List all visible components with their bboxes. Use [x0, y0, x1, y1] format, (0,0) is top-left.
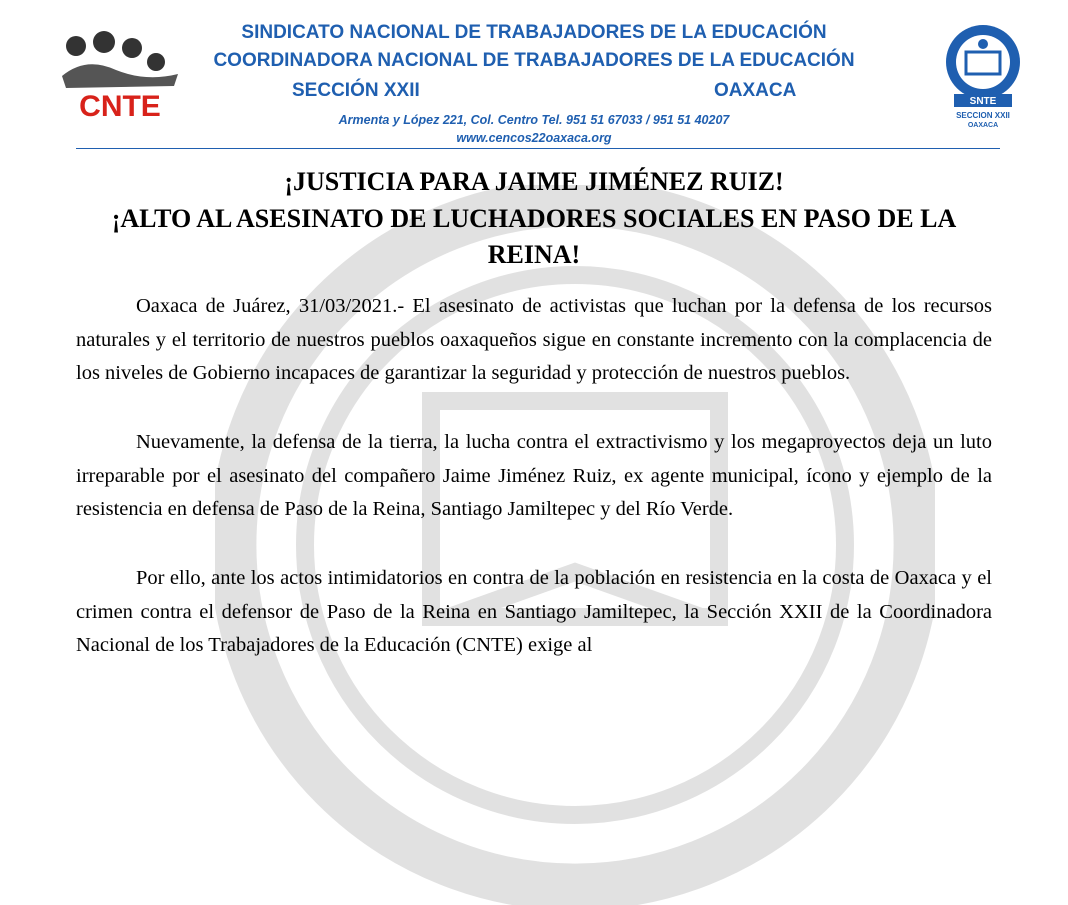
document-title-line-2: ¡ALTO AL ASESINATO DE LUCHADORES SOCIALES EN PASO DE LA REINA! — [111, 204, 957, 269]
header-divider — [76, 148, 1000, 149]
letterhead — [0, 0, 1068, 150]
header-coordinadora-name: COORDINADORA NACIONAL DE TRABAJADORES DE LA EDUCACIÓN — [213, 50, 855, 71]
body-paragraph-3: Por ello, ante los actos intimidatorios en contra de la población en resistencia en la costa de Oaxaca y el crimen contra el defensor de Paso de la Reina en Santiago Jamiltepec, la Sección XXII de la Coordinadora Nacional de los Trabajadores de la Educación (CNTE) exige al — [76, 567, 992, 656]
body-paragraph-2: Nuevamente, la defensa de la tierra, la lucha contra el extractivismo y los megaproyectos deja un luto irreparable por el asesinato del compañero Jaime Jiménez Ruiz, ex agente municipal, ícono y ejemplo de la resistencia en defensa de Paso de la Reina, Santiago Jamiltepec y del Río Verde. — [76, 431, 992, 520]
snte-seal-state: OAXACA — [967, 122, 999, 129]
header-union-name: SINDICATO NACIONAL DE TRABAJADORES DE LA EDUCACIÓN — [241, 22, 827, 43]
snte-seal-text: SNTE — [969, 96, 997, 107]
header-website: www.cencos22oaxaca.org — [456, 131, 612, 145]
header-address: Armenta y López 221, Col. Centro Tel. 951 51 67033 / 951 51 40207 — [338, 113, 730, 127]
cnte-logo-text: CNTE — [79, 90, 161, 123]
document-title-line-1: ¡JUSTICIA PARA JAIME JIMÉNEZ RUIZ! — [284, 167, 784, 196]
snte-seal-section: SECCION XXII — [956, 111, 1010, 120]
snte-seal-icon — [936, 22, 1030, 130]
body-paragraph-1: Oaxaca de Juárez, 31/03/2021.- El asesinato de activistas que luchan por la defensa de los recursos naturales y el territorio de nuestros pueblos oaxaqueños sigue en constante incremento con la complacencia de los niveles de Gobierno incapaces de garantizar la seguridad y protección de nuestros pueblos. — [76, 295, 992, 384]
header-section: SECCIÓN XXII — [292, 80, 420, 101]
header-state: OAXACA — [714, 80, 797, 101]
